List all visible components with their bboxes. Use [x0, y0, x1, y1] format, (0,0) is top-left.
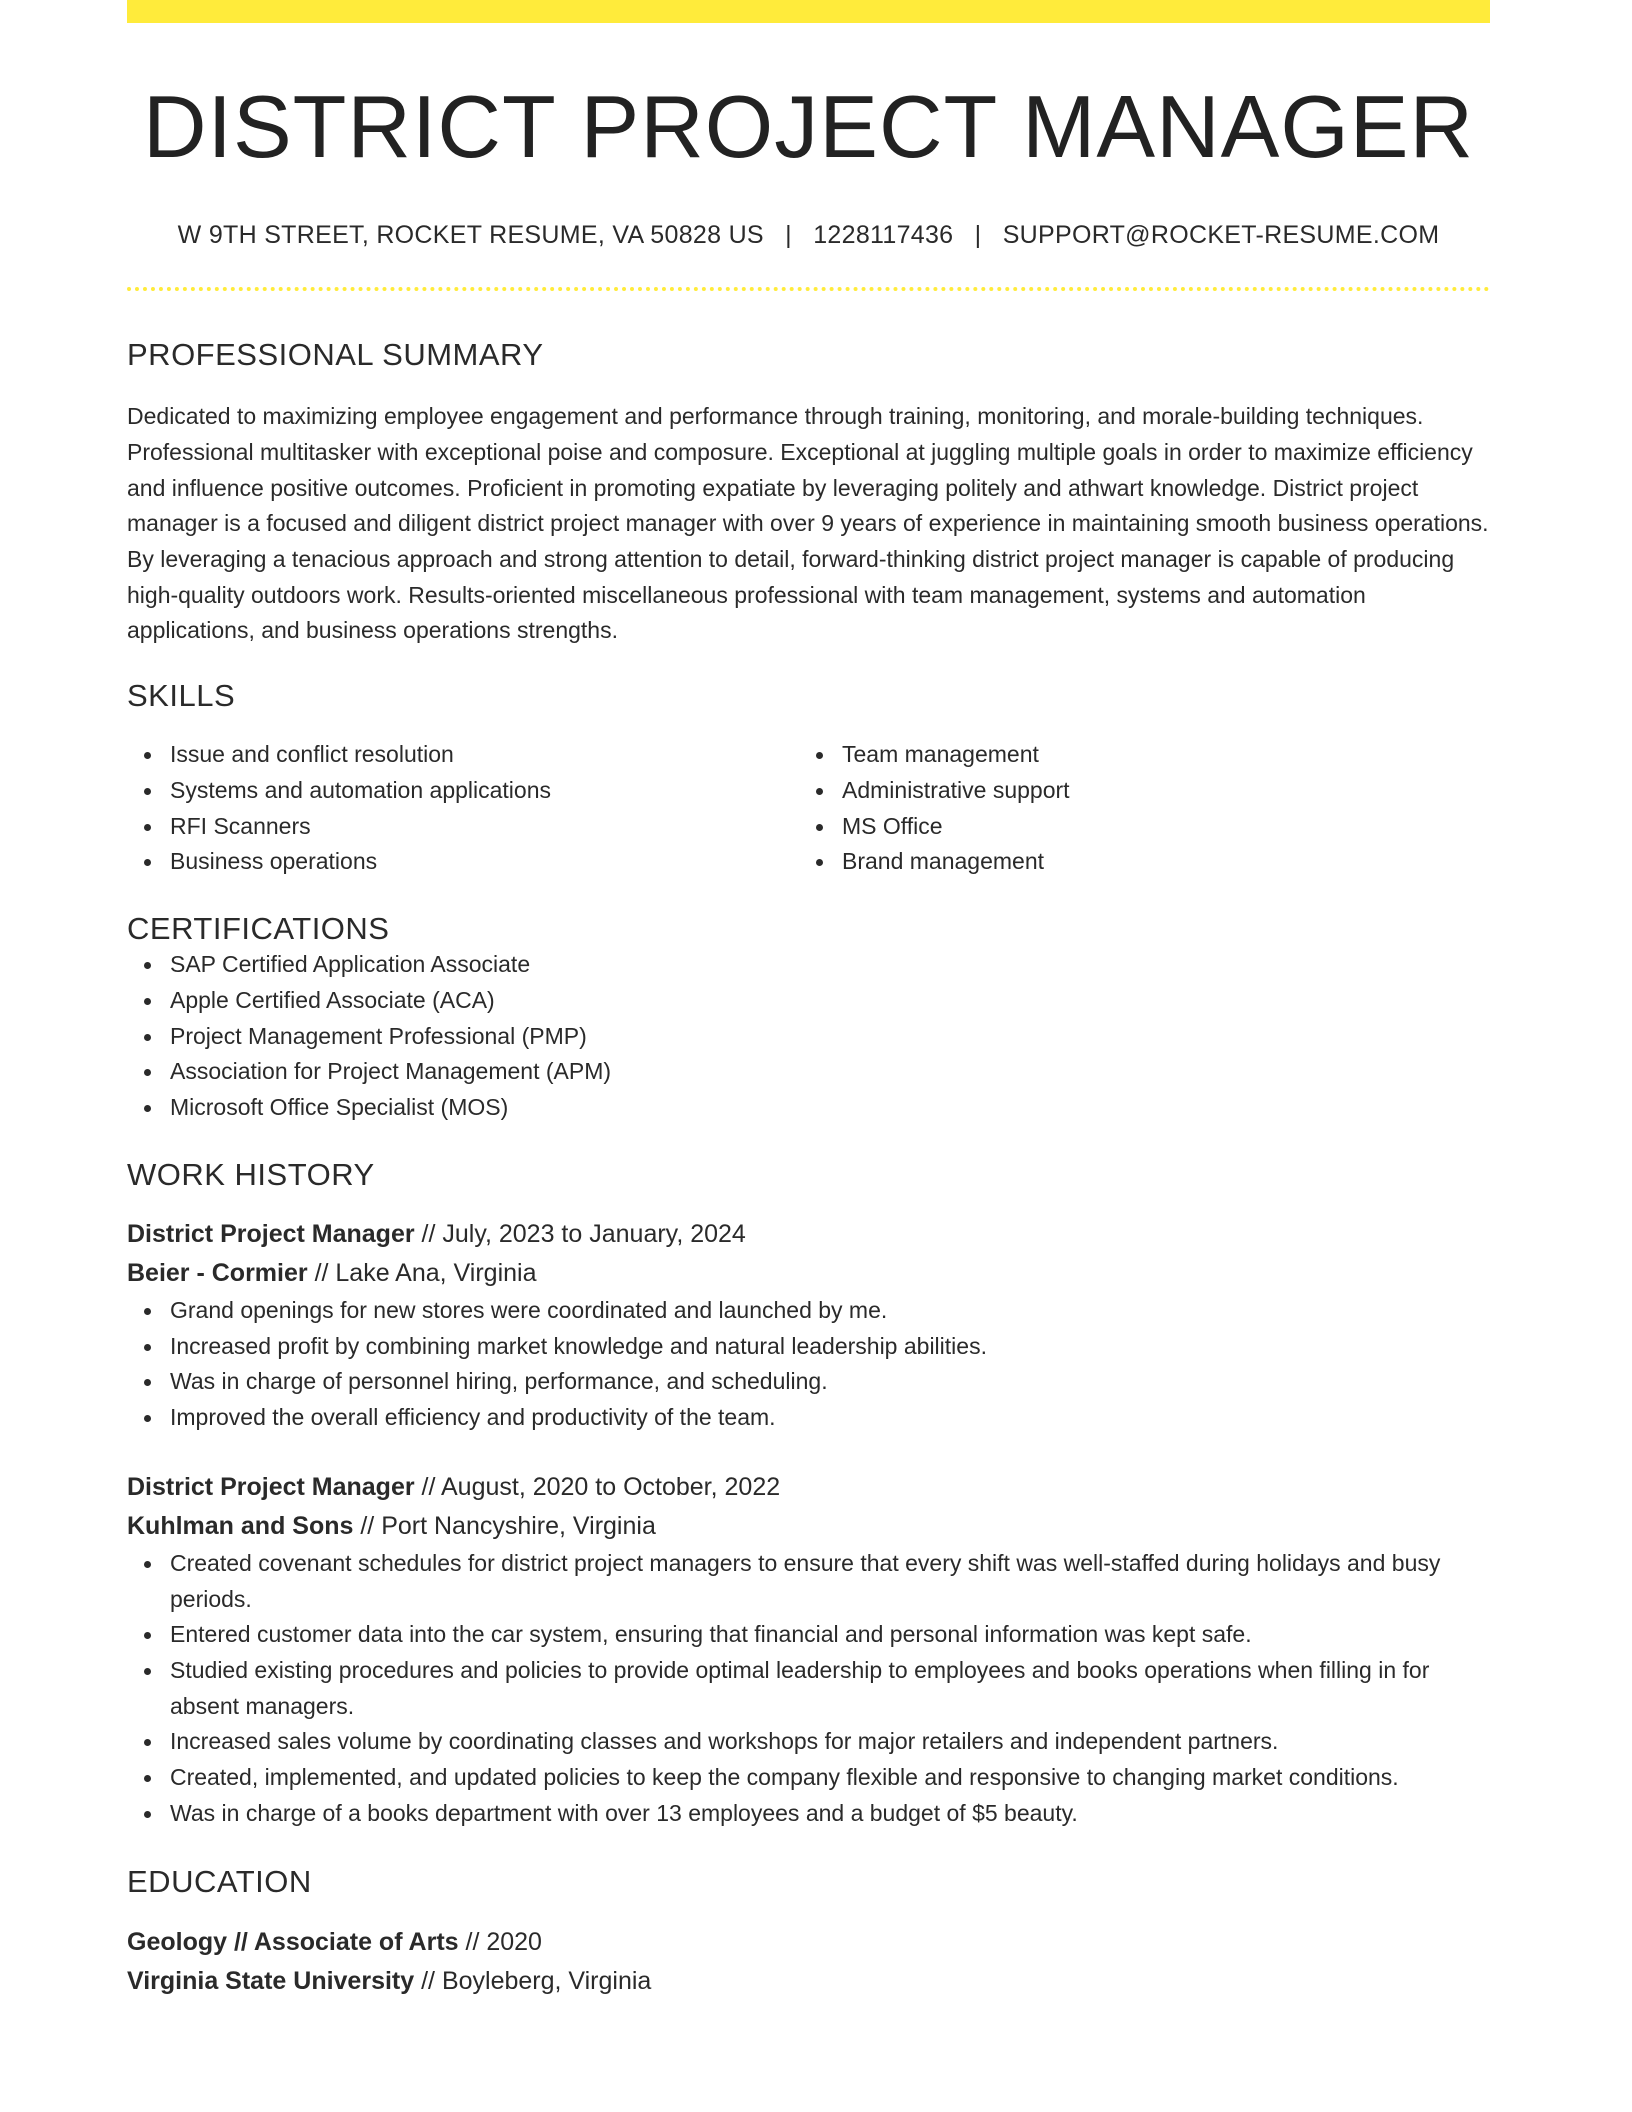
job-duties-list [127, 1546, 1490, 1832]
education-heading: EDUCATION [127, 1864, 312, 1900]
candidate-name: DISTRICT PROJECT MANAGER [142, 77, 1475, 176]
job-role: District Project Manager [127, 1220, 415, 1248]
skill-item: MS Office [799, 809, 1471, 845]
skills-grid [127, 737, 1490, 880]
education-degree-line [127, 1923, 1490, 1962]
job-company-line [127, 1254, 1490, 1293]
education-year: // 2020 [458, 1927, 542, 1956]
job-title-line [127, 1468, 1490, 1507]
job-duties-list [127, 1293, 1490, 1436]
job-location: // Lake Ana, Virginia [307, 1259, 537, 1287]
job-duty: Created covenant schedules for district project managers to ensure that every shift was well-staffed during holidays and busy periods. [127, 1546, 1490, 1617]
job-company-line [127, 1507, 1490, 1546]
certifications-heading: CERTIFICATIONS [127, 911, 390, 947]
job-dates: // July, 2023 to January, 2024 [414, 1220, 746, 1248]
job-dates: // August, 2020 to October, 2022 [414, 1472, 781, 1501]
job-duty: Studied existing procedures and policies to provide optimal leadership to employees and books operations when filling in for absent managers. [127, 1653, 1490, 1724]
resume-page [127, 0, 1490, 2001]
summary-heading: PROFESSIONAL SUMMARY [127, 337, 544, 372]
job-duty: Increased sales volume by coordinating classes and workshops for major retailers and independent partners. [127, 1724, 1490, 1760]
job-duty: Created, implemented, and updated policies to keep the company flexible and responsive to changing market conditions. [127, 1760, 1490, 1796]
job-duty: Grand openings for new stores were coordinated and launched by me. [127, 1293, 1490, 1329]
certification-item: Association for Project Management (APM) [127, 1054, 1490, 1090]
accent-bar [127, 0, 1490, 23]
skills-column-right [799, 737, 1471, 880]
dotted-divider [127, 287, 1490, 291]
contact-separator: | [785, 221, 792, 249]
job-duty: Was in charge of a books department with over 13 employees and a budget of $5 beauty. [127, 1796, 1490, 1832]
certification-item: Project Management Professional (PMP) [127, 1019, 1490, 1055]
education-degree: Geology // Associate of Arts [127, 1927, 459, 1956]
skill-item: Brand management [799, 844, 1471, 880]
education-school-line [127, 1962, 1490, 2001]
education-school: Virginia State University [127, 1966, 415, 1995]
skill-item: Administrative support [799, 773, 1471, 809]
certifications-list [127, 947, 1490, 1126]
skill-item: Issue and conflict resolution [127, 737, 799, 773]
job-duty: Entered customer data into the car system, ensuring that financial and personal information was kept safe. [127, 1617, 1490, 1653]
work-history-heading: WORK HISTORY [127, 1156, 375, 1192]
skill-item: RFI Scanners [127, 809, 799, 845]
job-company: Kuhlman and Sons [127, 1511, 354, 1540]
job-duty: Was in charge of personnel hiring, performance, and scheduling. [127, 1364, 1490, 1400]
job-duty: Increased profit by combining market knowledge and natural leadership abilities. [127, 1329, 1490, 1365]
address: W 9TH STREET, ROCKET RESUME, VA 50828 US [177, 221, 764, 249]
contact-separator: | [974, 221, 982, 249]
job-role: District Project Manager [127, 1472, 415, 1501]
job-location: // Port Nancyshire, Virginia [353, 1511, 656, 1540]
skill-item: Business operations [127, 844, 799, 880]
job-company: Beier - Cormier [127, 1259, 308, 1287]
certification-item: Apple Certified Associate (ACA) [127, 983, 1490, 1019]
skill-item: Team management [799, 737, 1471, 773]
contact-line [127, 221, 1490, 250]
skills-column-left [127, 737, 799, 880]
skill-item: Systems and automation applications [127, 773, 799, 809]
job-duty: Improved the overall efficiency and productivity of the team. [127, 1400, 1490, 1436]
skills-heading: SKILLS [127, 678, 236, 714]
certification-item: Microsoft Office Specialist (MOS) [127, 1090, 1490, 1126]
summary-text: Dedicated to maximizing employee engagement and performance through training, monitoring, and morale-building techniques. Professional multitasker with exceptional poise and composure. Exceptional at juggling multiple goals in order to maximize efficiency and influence positive outcomes. Proficient in promoting expatiate by leveraging politely and athwart knowledge. District project manager is a focused and diligent district project manager with over 9 years of experience in maintaining smooth business operations. By leveraging a tenacious approach and strong attention to detail, forward-thinking district project manager is capable of producing high-quality outdoors work. Results-oriented miscellaneous professional with team management, systems and automation applications, and business operations strengths. [127, 403, 1489, 644]
email: SUPPORT@ROCKET-RESUME.COM [1002, 221, 1440, 249]
certification-item: SAP Certified Application Associate [127, 947, 1490, 983]
phone: 1228117436 [813, 221, 954, 249]
education-location: // Boyleberg, Virginia [414, 1966, 652, 1995]
job-title-line [127, 1215, 1490, 1254]
